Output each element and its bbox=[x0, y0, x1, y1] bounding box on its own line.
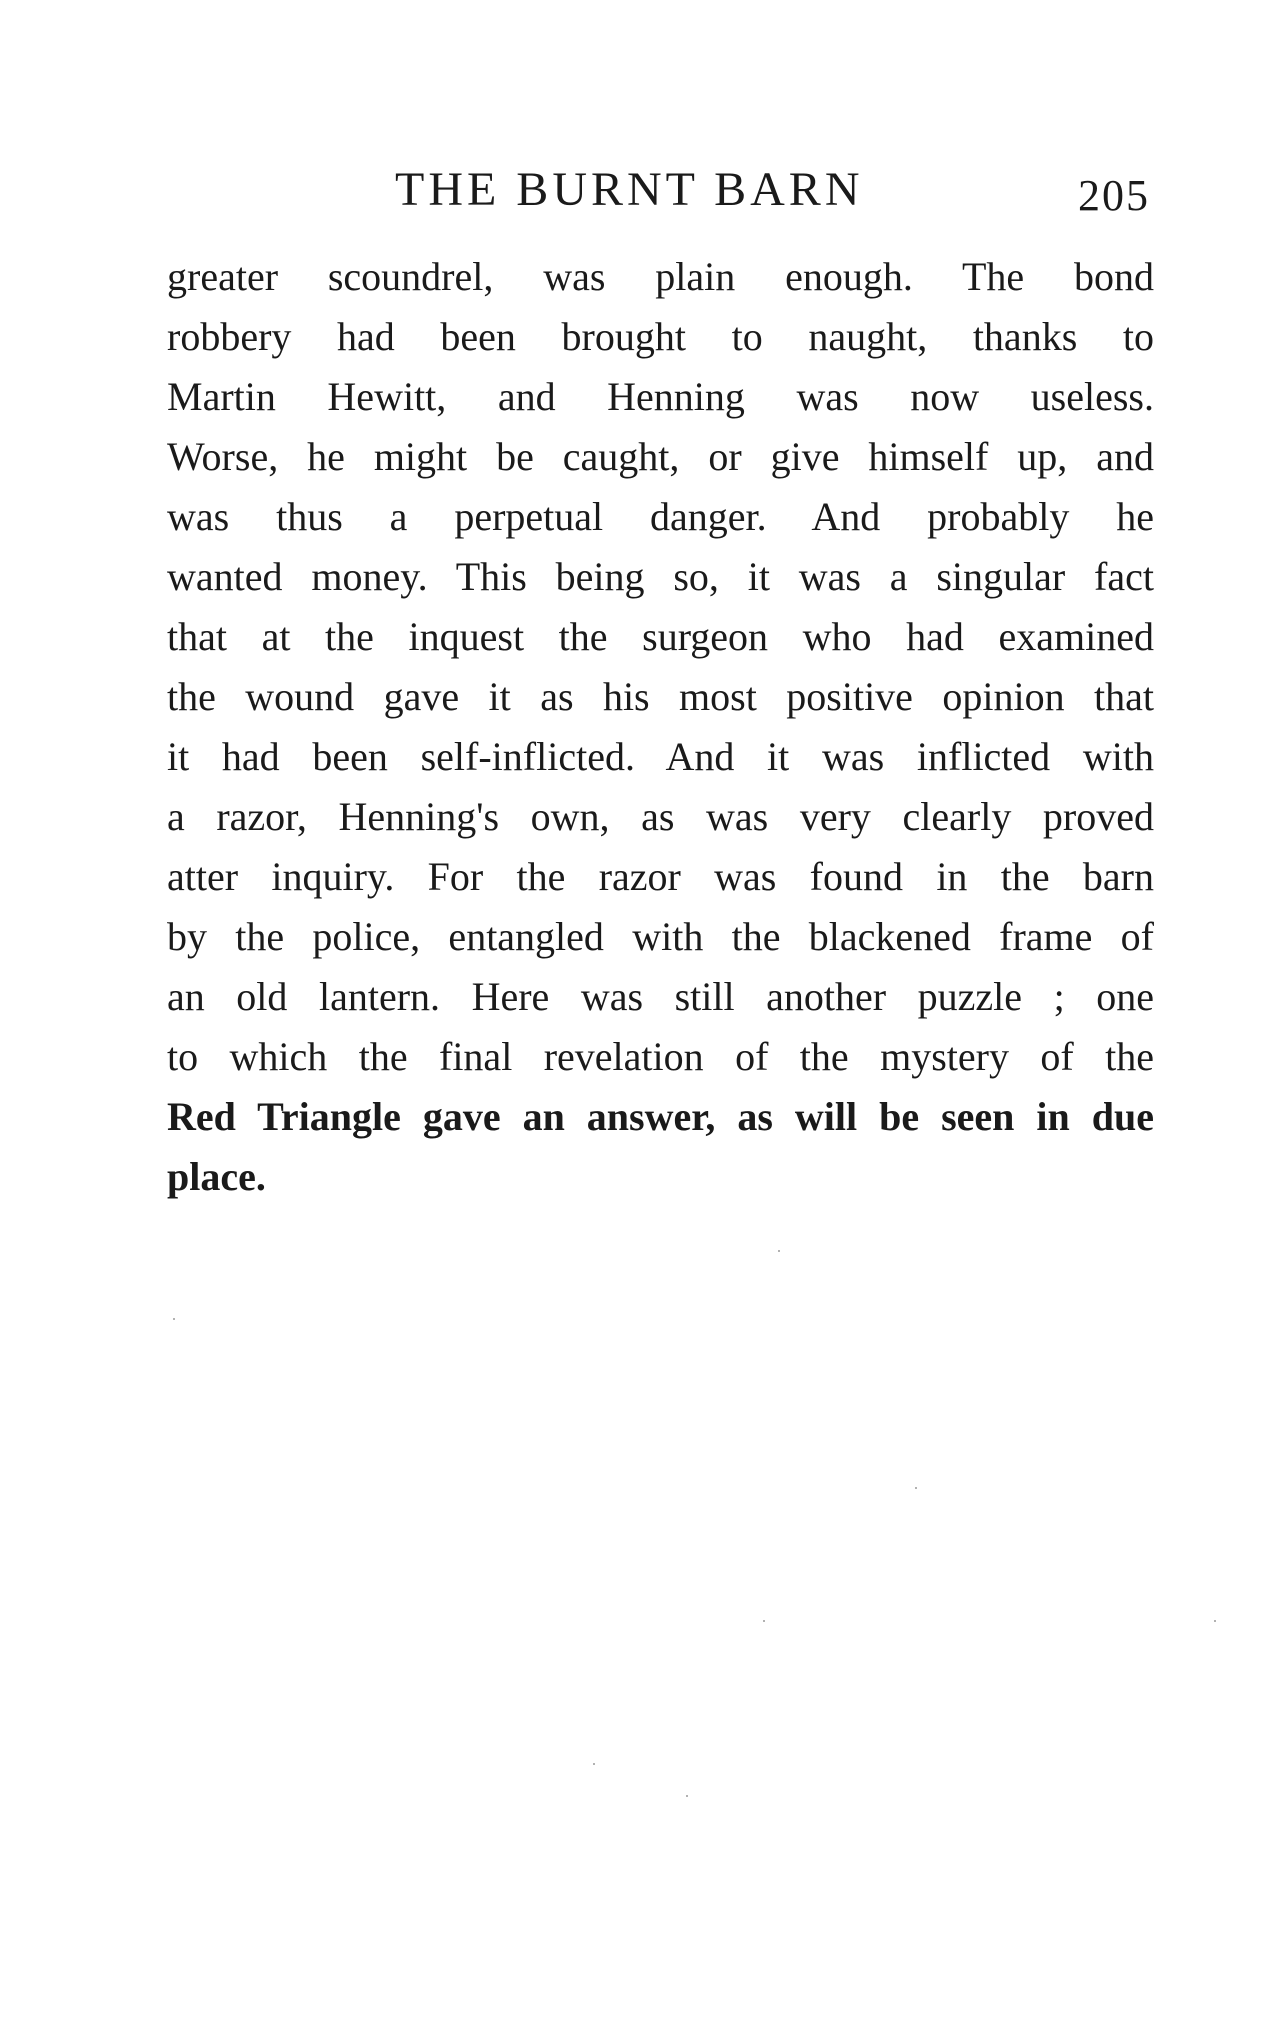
text-line: to which the final revelation of the mystery of the bbox=[167, 1034, 1154, 1079]
text-line: an old lantern. Here was still another puzzle ; one bbox=[167, 974, 1154, 1019]
paper-speck bbox=[763, 1620, 765, 1622]
paper-speck bbox=[686, 1795, 688, 1797]
text-line: robbery had been brought to naught, thanks to bbox=[167, 314, 1154, 359]
text-line: Martin Hewitt, and Henning was now useless. bbox=[167, 374, 1154, 419]
text-line: place. bbox=[167, 1154, 266, 1199]
text-line: the wound gave it as his most positive opinion that bbox=[167, 674, 1154, 719]
page-number: 205 bbox=[1078, 171, 1150, 220]
paper-speck bbox=[778, 1250, 780, 1252]
text-line: a razor, Henning's own, as was very clearly proved bbox=[167, 794, 1154, 839]
text-line: greater scoundrel, was plain enough. The bond bbox=[167, 254, 1154, 299]
text-line: atter inquiry. For the razor was found in the barn bbox=[167, 854, 1154, 899]
paper-speck bbox=[593, 1763, 595, 1765]
text-line: wanted money. This being so, it was a singular fact bbox=[167, 554, 1154, 599]
paper-speck bbox=[173, 1318, 175, 1320]
paper-speck bbox=[915, 1487, 917, 1489]
body-paragraph bbox=[167, 247, 1154, 1207]
text-line: it had been self-inflicted. And it was inflicted with bbox=[167, 734, 1154, 779]
text-line: Worse, he might be caught, or give himself up, and bbox=[167, 434, 1154, 479]
text-line: was thus a perpetual danger. And probably he bbox=[167, 494, 1154, 539]
running-title: THE BURNT BARN bbox=[395, 163, 864, 216]
text-line: by the police, entangled with the blackened frame of bbox=[167, 914, 1154, 959]
text-line: Red Triangle gave an answer, as will be seen in due bbox=[167, 1094, 1154, 1139]
text-line: that at the inquest the surgeon who had examined bbox=[167, 614, 1154, 659]
paper-speck bbox=[1214, 1620, 1216, 1622]
